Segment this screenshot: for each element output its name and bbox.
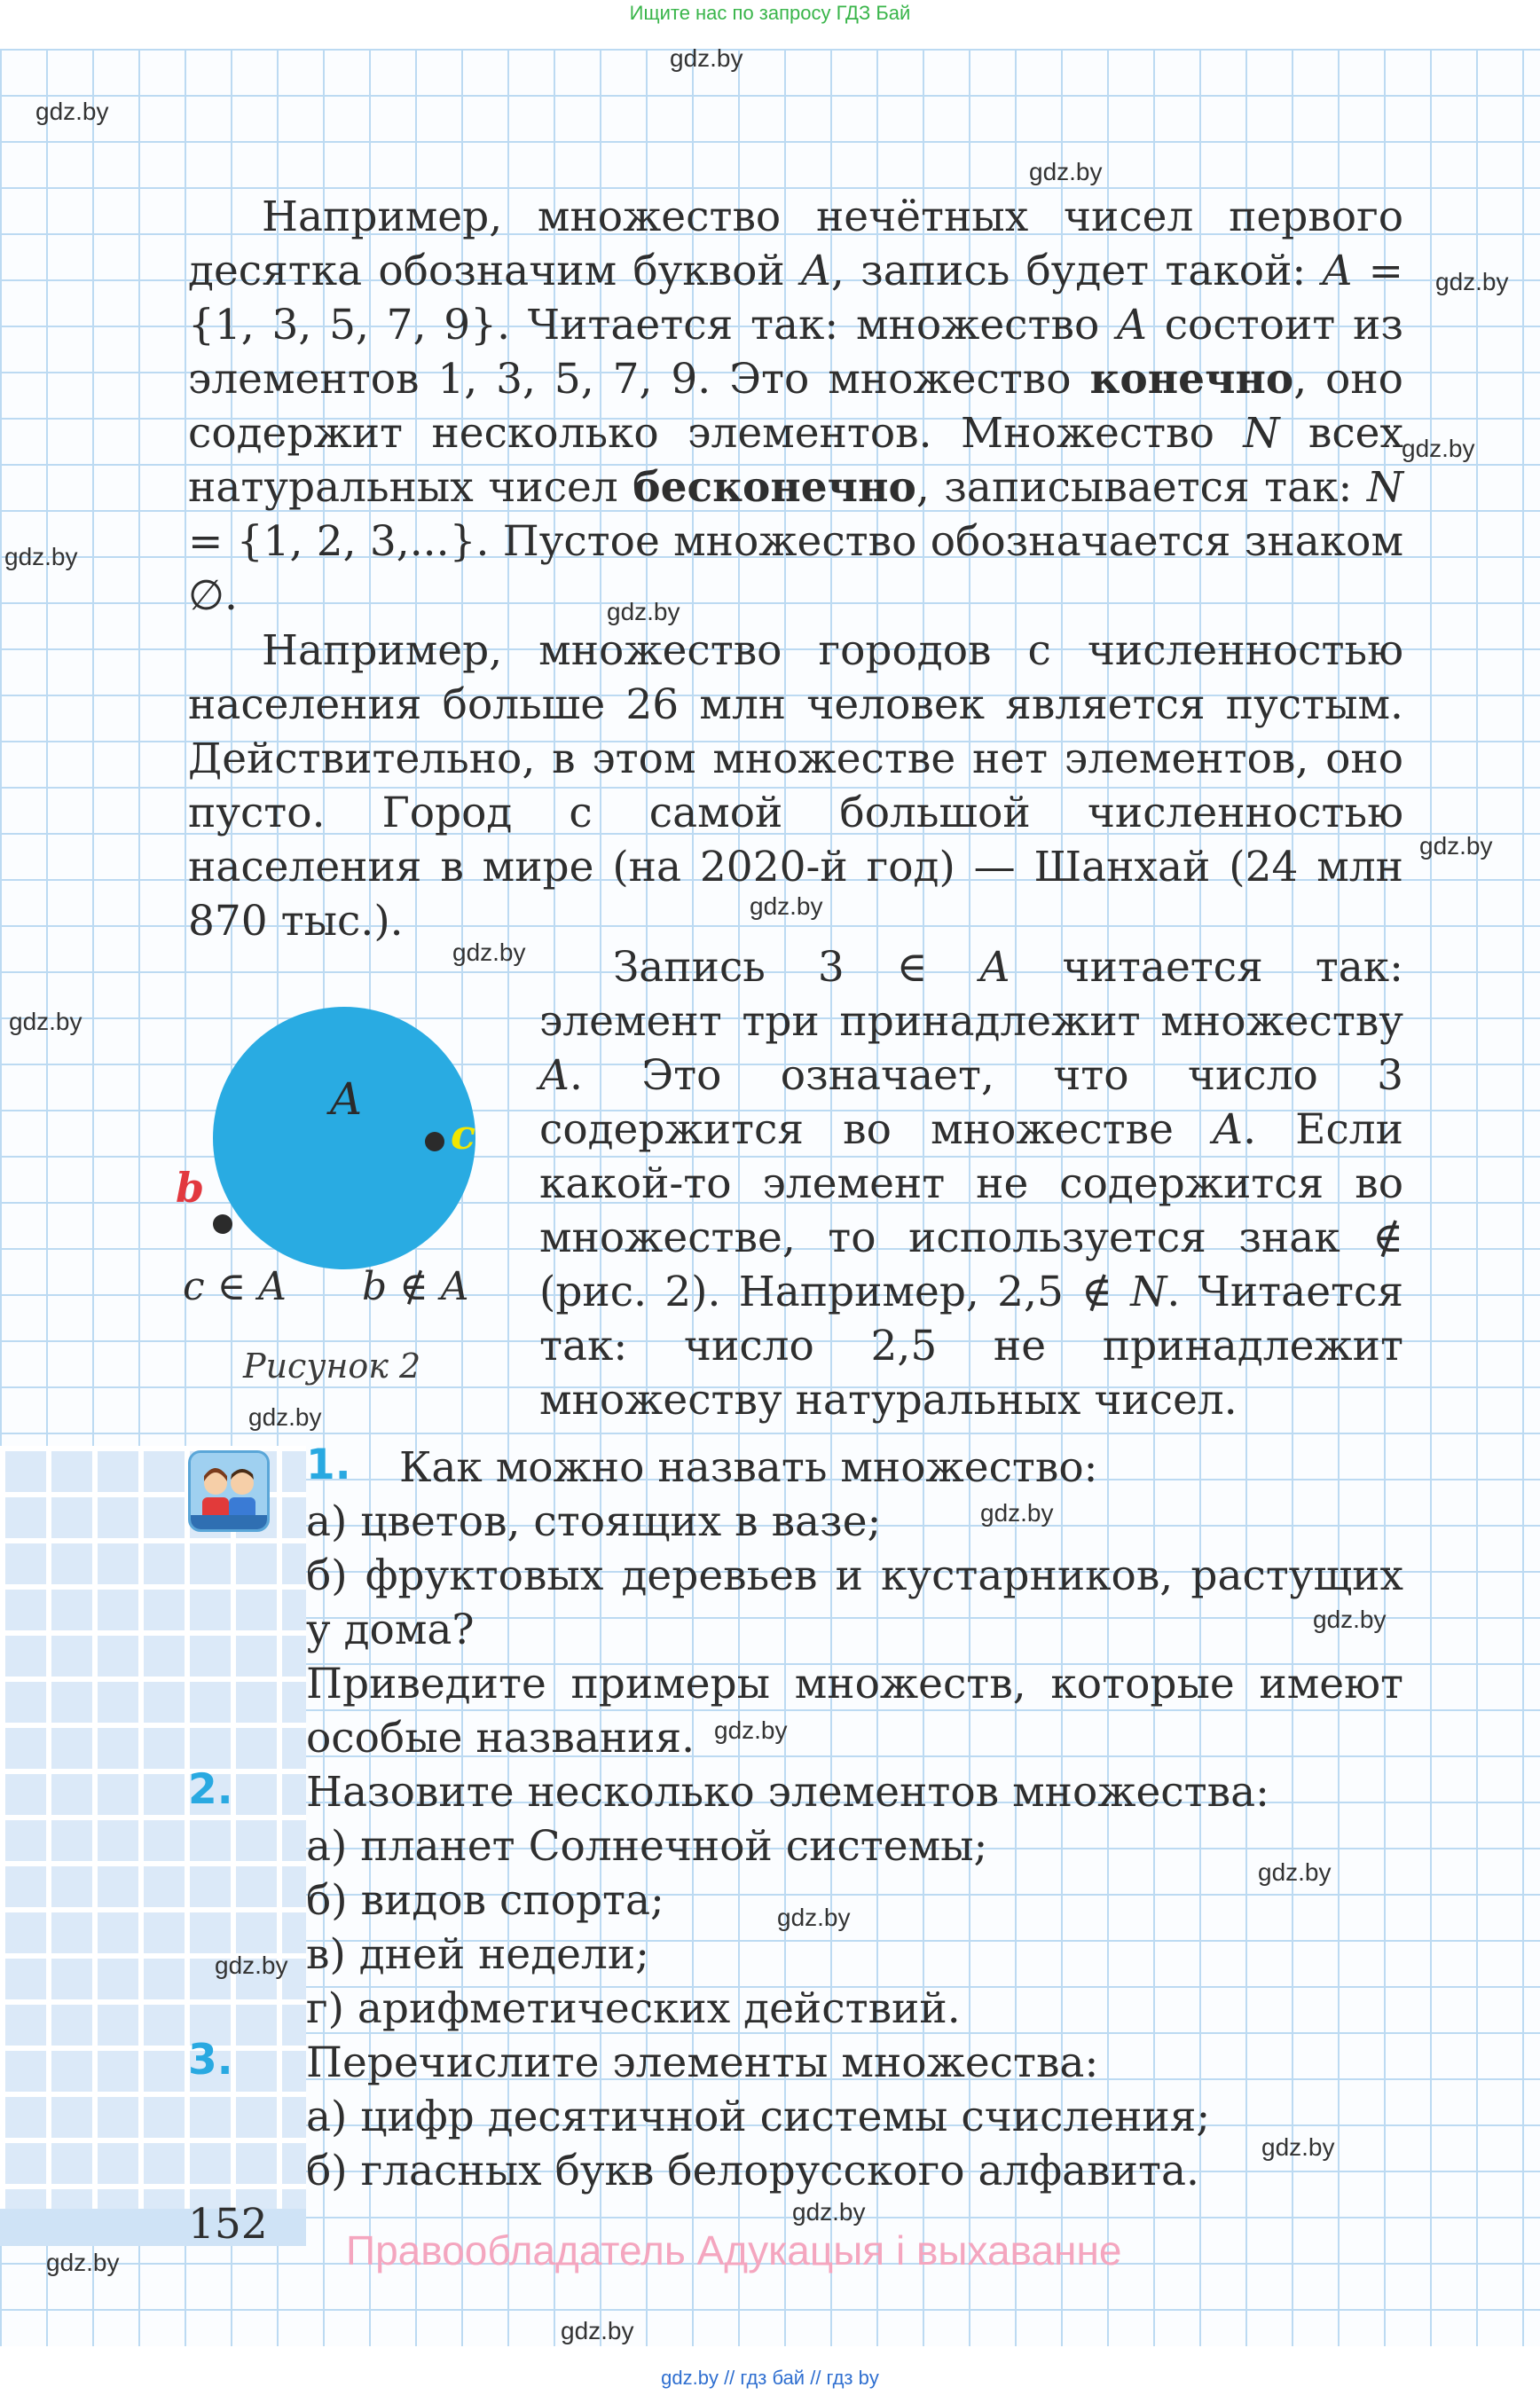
watermark: gdz.by xyxy=(777,1904,851,1931)
watermark: gdz.by xyxy=(980,1499,1054,1527)
task-3-question: Перечислите элементы множества: xyxy=(306,2038,1099,2087)
watermark: gdz.by xyxy=(248,1403,322,1431)
watermark: gdz.by xyxy=(9,1008,82,1035)
term-finite: конечно xyxy=(1089,355,1294,404)
paragraph-empty-set-example: Например, множество городов с численностью населения больше 26 млн человек является пустым. Действительно, в этом множестве нет элементов, оно пусто. Город с самой большой численностью населения в мире (на 2020-й год) — Шанхай (24 млн 870 тыс.). xyxy=(188,626,1403,946)
watermark: gdz.by xyxy=(215,1951,288,1979)
inner-point-label: c xyxy=(451,1111,476,1158)
formula-element-not-in-set: b ∉ A xyxy=(362,1264,469,1309)
bottom-banner: gdz.by // гдз бай // гдз by xyxy=(661,2367,879,2389)
watermark: gdz.by xyxy=(561,2317,634,2344)
watermark: gdz.by xyxy=(35,98,109,125)
top-banner: Ищите нас по запросу ГДЗ Бай xyxy=(629,2,911,24)
watermark: gdz.by xyxy=(750,892,823,920)
figure-2-set-diagram xyxy=(169,976,541,1402)
children-icon xyxy=(191,1453,267,1529)
outer-point-label: b xyxy=(176,1164,205,1212)
page-number: 152 xyxy=(188,2200,268,2249)
task-2-item-b: б) видов спорта; xyxy=(306,1876,664,1925)
task-1-extra: Приведите примеры множеств, которые имеют особые названия. xyxy=(306,1660,1403,1763)
task-3-item-b: б) гласных букв белорусского алфавита. xyxy=(306,2147,1199,2195)
paragraph-membership-symbols: Запись 3 ∈ A читается так: элемент три принадлежит множеству A. Это означает, что число 3 содержится во множестве A. Если какой-то элемент не содержится во множестве, то используется знак ∉ (рис. 2). Например, 2,5 ∉ N. Читается так: число 2,5 не принадлежит множеству натуральных чисел. xyxy=(539,943,1403,1425)
watermark: gdz.by xyxy=(1313,1606,1387,1633)
watermark: gdz.by xyxy=(4,543,78,570)
watermark: gdz.by xyxy=(1419,832,1493,860)
task-1-number: 1. xyxy=(306,1441,351,1489)
watermark: gdz.by xyxy=(792,2198,866,2226)
task-3-number: 3. xyxy=(188,2036,233,2085)
copyright-notice: Правообладатель Адукацыя і выхаванне xyxy=(346,2227,1122,2273)
task-2-item-a: а) планет Солнечной системы; xyxy=(306,1822,988,1871)
set-label: A xyxy=(330,1073,363,1125)
task-1-item-a: а) цветов, стоящих в вазе; xyxy=(306,1497,882,1546)
watermark: gdz.by xyxy=(1402,435,1475,462)
term-infinite: бесконечно xyxy=(632,463,916,512)
watermark: gdz.by xyxy=(1029,158,1103,185)
discussion-task-icon xyxy=(188,1450,270,1532)
margin-decoration xyxy=(0,1446,306,2209)
task-1-item-b: б) фруктовых деревьев и кустарников, растущих у дома? xyxy=(306,1551,1403,1654)
task-2-item-d: г) арифметических действий. xyxy=(306,1984,961,2033)
task-3-item-a: а) цифр десятичной системы счисления; xyxy=(306,2093,1211,2141)
watermark: gdz.by xyxy=(452,938,526,966)
task-2-item-c: в) дней недели; xyxy=(306,1930,649,1979)
formula-element-in-set: c ∈ A xyxy=(183,1264,287,1309)
watermark: gdz.by xyxy=(670,44,743,72)
watermark: gdz.by xyxy=(46,2249,120,2276)
task-2-question: Назовите несколько элементов множества: xyxy=(306,1768,1269,1817)
task-1-question: Как можно назвать множество: xyxy=(399,1443,1098,1492)
task-2-number: 2. xyxy=(188,1765,233,1814)
paragraph-finite-infinite-sets: Например, множество нечётных чисел первого десятка обозначим буквой A, запись будет такой: A = {1, 3, 5, 7, 9}. Читается так: множество A состоит из элементов 1, 3, 5, 7, 9. Это множество конечно, оно содержит несколько элементов. Множество N всех натуральных чисел бесконечно, записывается так: N = {1, 2, 3,...}. Пустое множество обозначается знаком ∅. xyxy=(188,192,1404,620)
inner-point-dot xyxy=(425,1132,444,1151)
watermark: gdz.by xyxy=(607,598,680,625)
watermark: gdz.by xyxy=(1435,268,1509,295)
watermark: gdz.by xyxy=(714,1716,788,1744)
figure-caption: Рисунок 2 xyxy=(243,1347,421,1386)
watermark: gdz.by xyxy=(1258,1858,1332,1886)
outer-point-dot xyxy=(213,1214,232,1234)
watermark: gdz.by xyxy=(1261,2133,1335,2161)
